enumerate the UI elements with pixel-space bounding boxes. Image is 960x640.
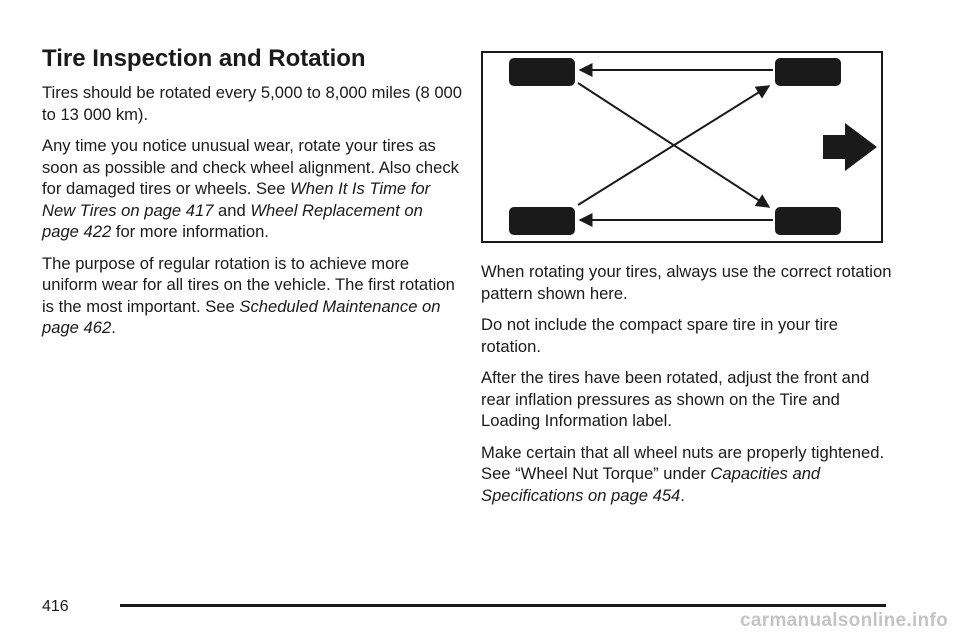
new-tires-reference-link[interactable]: When It Is Time for New Tires on page 417 (42, 179, 431, 220)
unusual-wear-paragraph (42, 135, 462, 243)
rear-right-tire-icon (775, 207, 841, 235)
page-number: 416 (42, 598, 69, 615)
unusual-wear-text: Any time you notice unusual wear, rotate your tires as soon as possible and check wheel alignment. Also check for damaged tires or wheels. See (42, 136, 459, 198)
page-title: Tire Inspection and Rotation (42, 45, 366, 72)
front-right-tire-icon (775, 58, 841, 86)
left-column (42, 82, 462, 349)
unusual-wear-tail: for more information. (111, 222, 269, 241)
unusual-wear-and: and (213, 200, 251, 220)
wheel-replacement-reference-link[interactable]: Wheel Replacement on page 422 (42, 200, 423, 241)
capacities-reference-link[interactable]: Capacities and Specifications on page 454 (481, 464, 821, 505)
wheel-nut-paragraph (481, 442, 901, 507)
wheel-nut-tail: . (680, 485, 685, 505)
forward-direction-arrow-icon (823, 123, 877, 171)
rear-left-tire-icon (509, 207, 575, 235)
rotation-purpose-tail: . (111, 318, 116, 337)
site-watermark: carmanualsonline.info (740, 610, 948, 631)
scheduled-maintenance-reference-link[interactable]: Scheduled Maintenance on page 462 (42, 296, 441, 337)
arrow-rear-left-to-front-right (578, 86, 769, 205)
rotation-interval-paragraph: Tires should be rotated every 5,000 to 8,000 miles (8 000 to 13 000 km). (42, 83, 463, 124)
rotation-purpose-paragraph (42, 253, 462, 339)
tire-rotation-svg (483, 53, 881, 241)
front-left-tire-icon (509, 58, 575, 86)
inflation-paragraph: After the tires have been rotated, adjust the front and rear inflation pressures as shown on the Tire and Loading Information label. (481, 368, 870, 430)
spare-tire-paragraph: Do not include the compact spare tire in your tire rotation. (481, 315, 838, 356)
wheel-nut-text: Make certain that all wheel nuts are properly tightened. See “Wheel Nut Torque” under (481, 442, 885, 483)
tire-rotation-diagram (481, 51, 883, 243)
rotation-purpose-text: The purpose of regular rotation is to achieve more uniform wear for all tires on the vehicle. The first rotation is the most important. See (42, 253, 455, 316)
footer-rule (120, 604, 886, 607)
rotation-pattern-paragraph: When rotating your tires, always use the correct rotation pattern shown here. (481, 262, 892, 303)
right-column (481, 261, 901, 516)
